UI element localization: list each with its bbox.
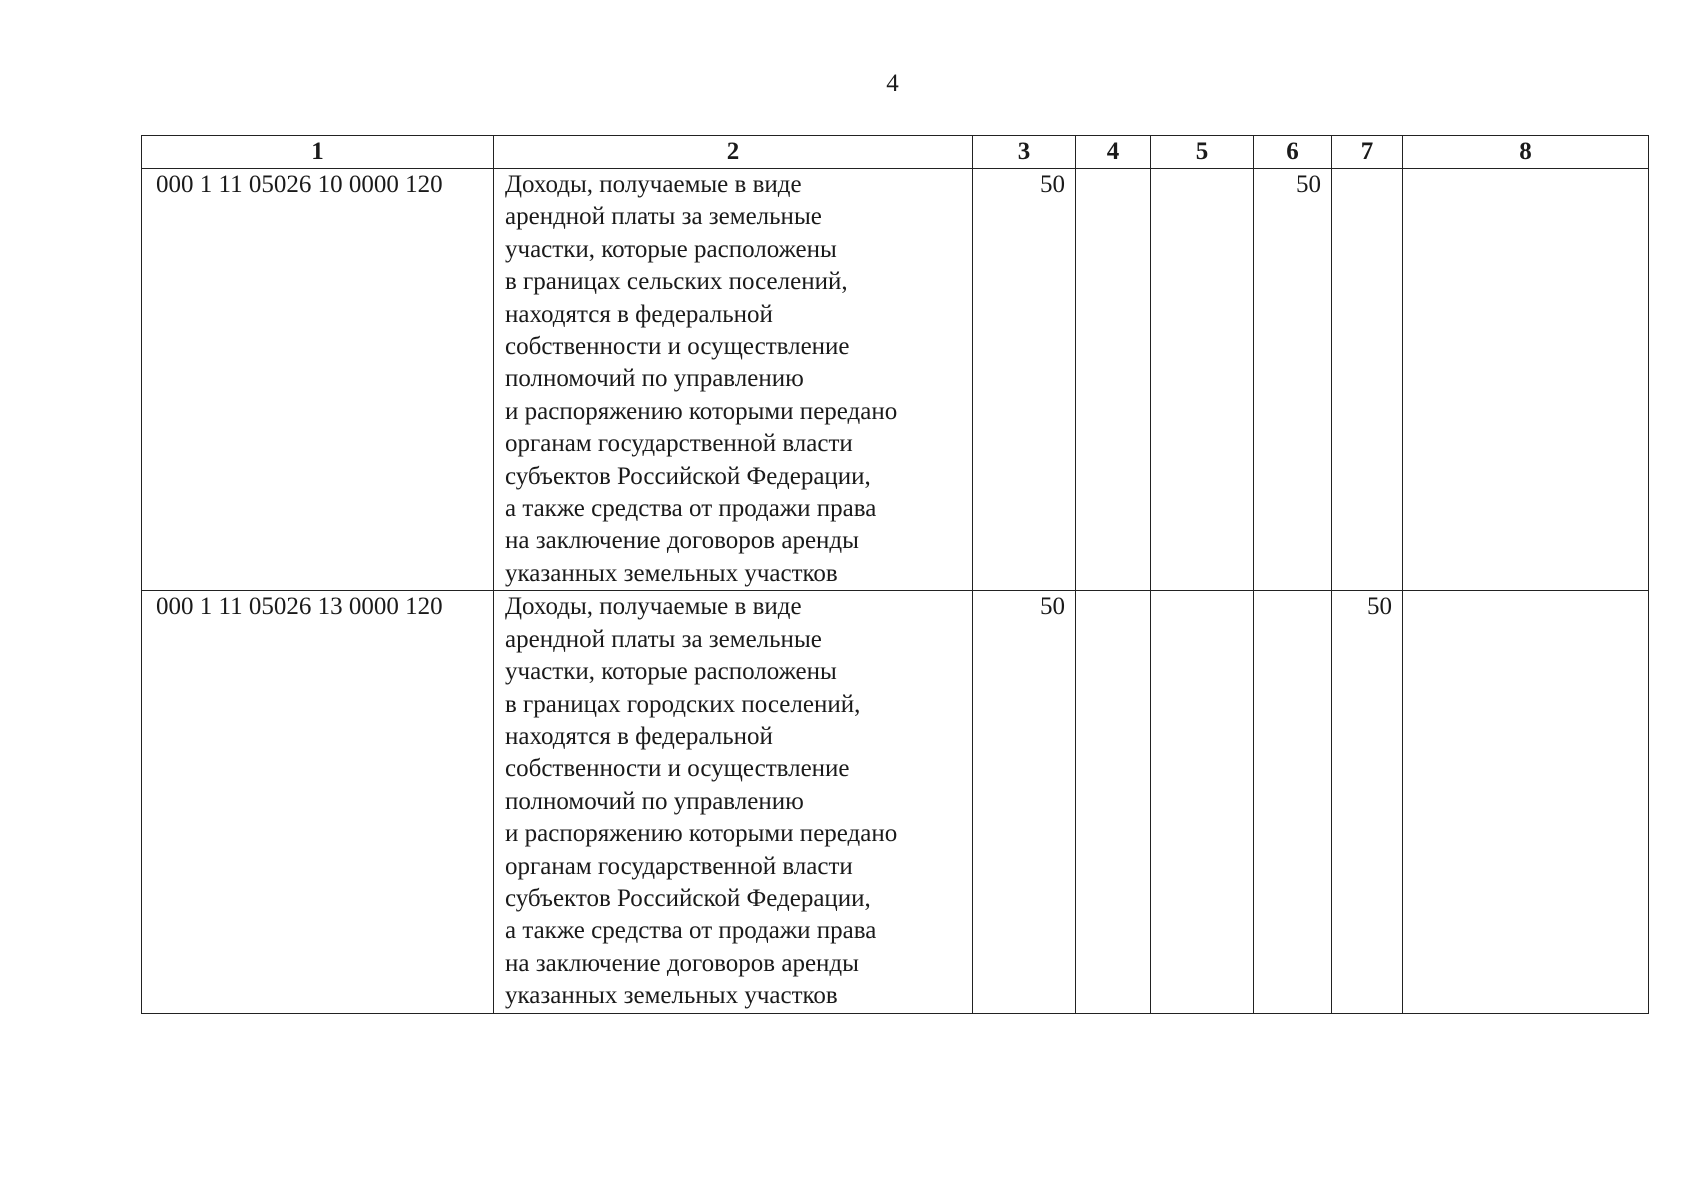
description-line: органам государственной власти bbox=[505, 852, 853, 880]
header-row bbox=[142, 136, 1649, 169]
description-line: указанных земельных участков bbox=[505, 559, 838, 587]
col3-value: 50 bbox=[973, 591, 1076, 1013]
header-col-8: 8 bbox=[1403, 136, 1649, 169]
description-line: участки, которые расположены bbox=[505, 658, 837, 686]
col6-value: 50 bbox=[1254, 169, 1332, 591]
header-col-7: 7 bbox=[1332, 136, 1403, 169]
col6-value bbox=[1254, 591, 1332, 1013]
description-line: органам государственной власти bbox=[505, 430, 853, 458]
description-line: находятся в федеральной bbox=[505, 300, 773, 328]
description-line: собственности и осуществление bbox=[505, 755, 850, 783]
header-col-4: 4 bbox=[1076, 136, 1151, 169]
description-line: полномочий по управлению bbox=[505, 365, 804, 393]
description-line: а также средства от продажи права bbox=[505, 917, 877, 945]
description-line: и распоряжению которыми передано bbox=[505, 820, 898, 848]
description-line: и распоряжению которыми передано bbox=[505, 397, 898, 425]
col8-value bbox=[1403, 169, 1649, 591]
revenue-description-cell bbox=[494, 169, 973, 591]
description-line: субъектов Российской Федерации, bbox=[505, 884, 871, 912]
table-row bbox=[142, 169, 1649, 591]
col5-value bbox=[1151, 591, 1254, 1013]
description-line: в границах городских поселений, bbox=[505, 690, 861, 718]
page-number: 4 bbox=[886, 70, 899, 97]
col4-value bbox=[1076, 591, 1151, 1013]
header-col-2: 2 bbox=[494, 136, 973, 169]
col7-value bbox=[1332, 169, 1403, 591]
description-line: находятся в федеральной bbox=[505, 722, 773, 750]
revenue-description-cell bbox=[494, 591, 973, 1013]
table-row bbox=[142, 591, 1649, 1013]
description-line: в границах сельских поселений, bbox=[505, 268, 848, 296]
budget-code-cell: 000 1 11 05026 10 0000 120 bbox=[142, 169, 494, 591]
header-col-1: 1 bbox=[142, 136, 494, 169]
col5-value bbox=[1151, 169, 1254, 591]
description-line: субъектов Российской Федерации, bbox=[505, 462, 871, 490]
header-col-6: 6 bbox=[1254, 136, 1332, 169]
description-line: Доходы, получаемые в виде bbox=[505, 171, 802, 198]
description-line: арендной платы за земельные bbox=[505, 625, 822, 653]
budget-code-cell: 000 1 11 05026 13 0000 120 bbox=[142, 591, 494, 1013]
description-line: указанных земельных участков bbox=[505, 982, 838, 1010]
description-line: Доходы, получаемые в виде bbox=[505, 593, 802, 621]
description-line: арендной платы за земельные bbox=[505, 203, 822, 231]
description-line: собственности и осуществление bbox=[505, 333, 850, 361]
col3-value: 50 bbox=[973, 169, 1076, 591]
description-line: на заключение договоров аренды bbox=[505, 527, 859, 555]
description-line: на заключение договоров аренды bbox=[505, 949, 859, 977]
description-line: а также средства от продажи права bbox=[505, 495, 877, 523]
header-col-5: 5 bbox=[1151, 136, 1254, 169]
revenue-table bbox=[141, 135, 1649, 1014]
col7-value: 50 bbox=[1332, 591, 1403, 1013]
header-col-3: 3 bbox=[973, 136, 1076, 169]
description-line: полномочий по управлению bbox=[505, 787, 804, 815]
col8-value bbox=[1403, 591, 1649, 1013]
col4-value bbox=[1076, 169, 1151, 591]
description-line: участки, которые расположены bbox=[505, 235, 837, 263]
